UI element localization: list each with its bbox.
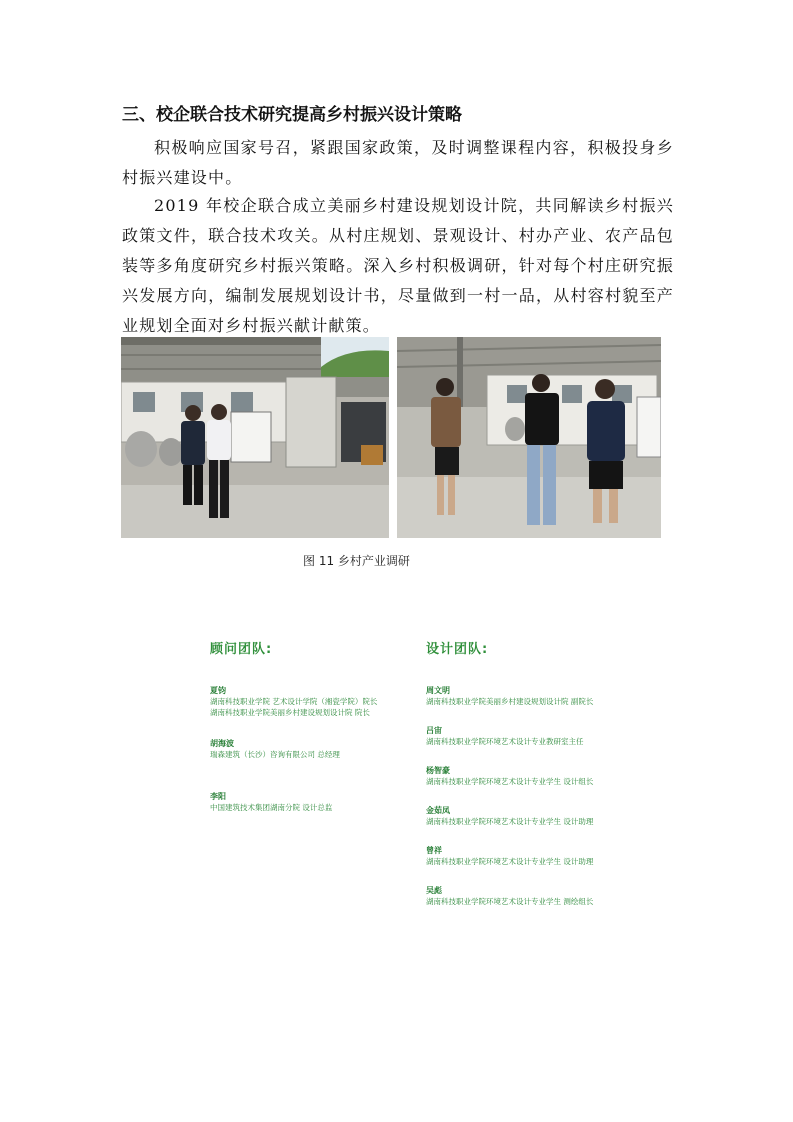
member-role: 中国建筑技术集团湖南分院 设计总监	[210, 803, 333, 812]
list-item	[210, 791, 410, 831]
member-name: 夏钧	[210, 686, 226, 695]
member-role: 湖南科技职业学院环境艺术设计专业学生 设计助理	[426, 817, 594, 826]
figure-caption: 图 11 乡村产业调研	[303, 554, 410, 568]
design-team-title: 设计团队:	[426, 642, 489, 657]
list-item	[426, 685, 636, 725]
paragraph-1: 积极响应国家号召，紧跟国家政策，及时调整课程内容，积极投身乡村振兴建设中。	[122, 138, 674, 187]
member-name: 吴彪	[426, 886, 442, 895]
member-name: 杨智豪	[426, 766, 450, 775]
list-item	[426, 765, 636, 805]
photo-right-illustration	[397, 337, 661, 538]
member-name: 吕宙	[426, 726, 442, 735]
member-name: 胡海波	[210, 739, 234, 748]
list-item	[426, 885, 636, 925]
member-role: 湖南科技职业学院环境艺术设计专业学生 测绘组长	[426, 897, 594, 906]
advisory-team-title: 顾问团队:	[210, 642, 273, 657]
member-role: 瑞森建筑（长沙）咨询有限公司 总经理	[210, 750, 340, 759]
photo-factory-visit-right	[397, 337, 661, 538]
design-team-list	[426, 685, 636, 925]
list-item	[426, 805, 636, 845]
member-role: 湖南科技职业学院美丽乡村建设规划设计院 副院长	[426, 697, 594, 706]
list-item	[426, 845, 636, 885]
section-heading: 三、校企联合技术研究提高乡村振兴设计策略	[122, 105, 462, 125]
member-role: 湖南科技职业学院环境艺术设计专业学生 设计组长	[426, 777, 594, 786]
member-name: 曾祥	[426, 846, 442, 855]
list-item	[426, 725, 636, 765]
paragraph-2: 2019 年校企联合成立美丽乡村建设规划设计院，共同解读乡村振兴政策文件，联合技术攻关。从村庄规划、景观设计、村办产业、农产品包装等多角度研究乡村振兴策略。深入乡村积极调研，针对每个村庄研究振兴发展方向，编制发展规划设计书，尽量做到一村一品，从村容村貌至产业规划全面对乡村振兴献计献策。	[122, 196, 674, 335]
member-role: 湖南科技职业学院环境艺术设计专业学生 设计助理	[426, 857, 594, 866]
photo-left-illustration	[121, 337, 389, 538]
member-role: 湖南科技职业学院 艺术设计学院（湘瓷学院）院长	[210, 697, 378, 706]
member-role: 湖南科技职业学院环境艺术设计专业教研室主任	[426, 737, 584, 746]
member-name: 金茹凤	[426, 806, 450, 815]
member-name: 周文明	[426, 686, 450, 695]
list-item	[210, 685, 410, 738]
photo-factory-visit-left	[121, 337, 389, 538]
advisory-team-list	[210, 685, 410, 831]
member-name: 李阳	[210, 792, 226, 801]
member-role: 湖南科技职业学院美丽乡村建设规划设计院 院长	[210, 708, 370, 717]
list-item	[210, 738, 410, 791]
